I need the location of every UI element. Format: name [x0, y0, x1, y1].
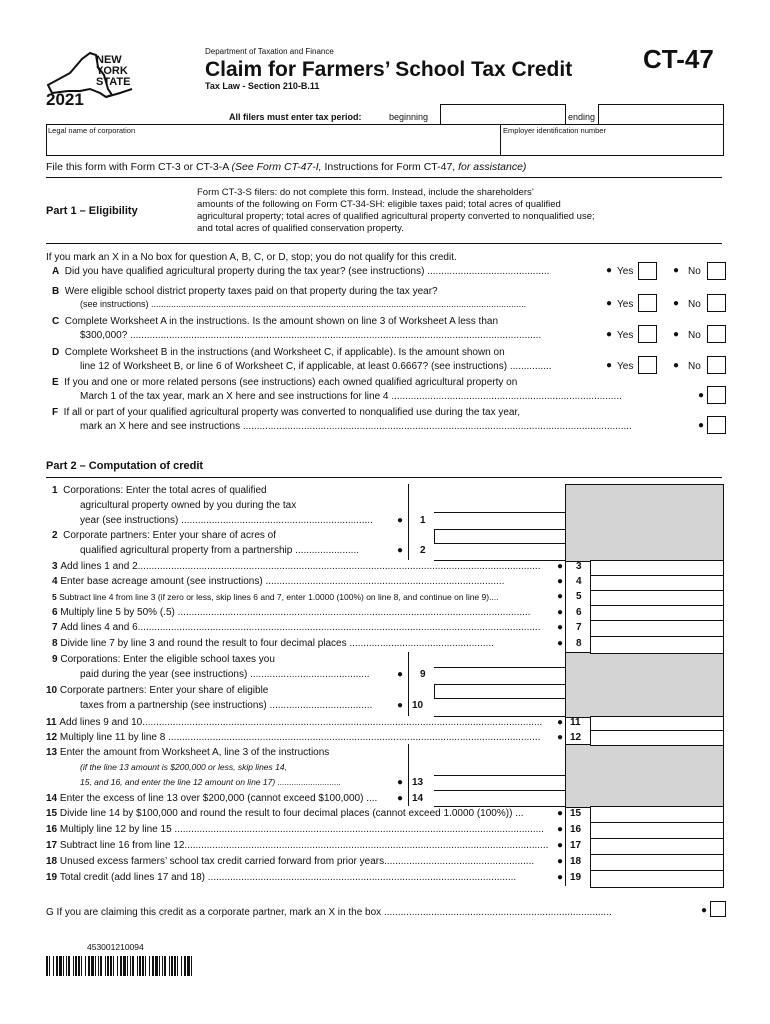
line-19-box-number: 19: [570, 872, 582, 883]
barcode-bar: [75, 956, 77, 976]
column-rule: [408, 484, 409, 560]
line-number: 5: [52, 592, 57, 602]
line-text: Corporations: Enter the eligible school taxes you: [60, 654, 275, 665]
line-text: Enter the excess of line 13 over $200,000 (cannot exceed $100,000) ....: [59, 793, 378, 804]
line-12-amount[interactable]: [590, 730, 724, 746]
bullet-icon: ●: [557, 638, 564, 649]
barcode-bar: [155, 956, 158, 976]
line-text: Subtract line 4 from line 3 (if zero or less, skip lines 6 and 7, enter 1.0000 (100%) on line 8, and continue on line 9)....: [59, 592, 499, 602]
line-2-box-number: 2: [420, 545, 426, 556]
line-text: Corporate partners: Enter your share of acres of: [63, 530, 277, 541]
divider: [46, 477, 722, 478]
question-c-cont: $300,000? ....................................................................................................................................................: [80, 330, 542, 341]
line-7: [52, 622, 557, 633]
form-number: CT-47: [643, 44, 714, 74]
question-d-cont: line 12 of Worksheet B, or line 6 of Worksheet C, if applicable, at least 0.6667? (see instructions) ...............: [80, 361, 552, 372]
bullet-icon: ●: [701, 905, 708, 916]
line-text: Corporations: Enter the total acres of qualified: [63, 485, 267, 496]
question-b-cont: (see instructions) ......................................................................................................................................................: [80, 299, 527, 309]
line-text: Multiply line 11 by line 8 ......................................................................................................................................: [59, 732, 541, 743]
barcode-bar: [181, 956, 182, 976]
part1-intro: If you mark an X in a No box for question A, B, C, or D, stop; you do not qualify for this credit.: [46, 252, 457, 263]
line-13-cont: (if the line 13 amount is $200,000 or less, skip lines 14,: [80, 762, 287, 772]
line-5-box-number: 5: [576, 591, 582, 602]
tax-law-section: Tax Law - Section 210-B.11: [205, 81, 320, 91]
line-text: Subtract line 16 from line 12...................................................................................................................................: [59, 840, 549, 851]
line-number: 1: [52, 485, 58, 496]
question-letter: F: [52, 407, 59, 418]
yes-checkbox-c[interactable]: [638, 325, 657, 343]
barcode-bar: [169, 956, 170, 976]
barcode-bar: [46, 956, 48, 976]
line-text: Enter base acreage amount (see instructions) ......................................................................................: [60, 576, 505, 587]
column-rule: [408, 744, 409, 806]
question-f: [52, 407, 520, 418]
no-checkbox-c[interactable]: [707, 325, 726, 343]
line-text: Total credit (add lines 17 and 18) ...............................................................................................................: [59, 872, 517, 883]
no-label: No: [688, 361, 701, 372]
barcode-bar: [120, 956, 122, 976]
line-15-box-number: 15: [570, 808, 582, 819]
state-line: NEW: [96, 54, 122, 66]
line-10: [46, 685, 268, 696]
line-16: [46, 824, 557, 835]
line-text: Corporate partners: Enter your share of eligible: [59, 685, 269, 696]
yes-checkbox-a[interactable]: [638, 262, 657, 280]
question-e-cont: March 1 of the tax year, mark an X here and see instructions for line 4 ...................................................................................: [80, 391, 622, 402]
tax-period-label: All filers must enter tax period:: [229, 112, 362, 122]
line-15: [46, 808, 557, 819]
question-text: Complete Worksheet A in the instructions. Is the amount shown on line 3 of Worksheet A less than: [64, 316, 498, 327]
file-with-ref: (See Form CT-47-I,: [231, 161, 325, 173]
bullet-icon: ●: [557, 622, 564, 633]
bullet-icon: ●: [397, 515, 404, 526]
line-19: [46, 872, 557, 883]
state-line: STATE: [96, 76, 131, 88]
line-5: [52, 592, 557, 602]
line-18-box-number: 18: [570, 856, 582, 867]
bullet-icon: ●: [397, 777, 404, 788]
bullet-icon: ●: [606, 360, 613, 371]
barcode-bar: [100, 956, 102, 976]
part1-title: Part 1 – Eligibility: [46, 205, 138, 217]
barcode-bar: [68, 956, 70, 976]
s-filers-line: Form CT-3-S filers: do not complete this form. Instead, include the shareholders’: [197, 187, 534, 198]
no-label: No: [688, 266, 701, 277]
checkbox-e[interactable]: [707, 386, 726, 404]
barcode-bar: [159, 956, 160, 976]
bullet-icon: ●: [673, 265, 680, 276]
line-text: Multiply line 5 by 50% (.5) ...............................................................................................................................: [60, 607, 531, 618]
file-with-line: [46, 161, 526, 173]
barcode-bar: [123, 956, 126, 976]
line-12-box-number: 12: [570, 732, 582, 743]
line-6-box-number: 6: [576, 607, 582, 618]
barcode-icon: [46, 956, 194, 976]
line-3: [52, 561, 557, 572]
question-d: [52, 347, 505, 358]
line-text: Unused excess farmers’ school tax credit carried forward from prior years......................................................: [59, 856, 535, 867]
line-text: Add lines 9 and 10................................................................................................................................................: [59, 717, 543, 728]
barcode-bar: [91, 956, 94, 976]
barcode-bar: [63, 956, 64, 976]
bullet-icon: ●: [606, 329, 613, 340]
yes-label: Yes: [617, 361, 634, 372]
question-b: [52, 286, 438, 297]
beginning-label: beginning: [389, 112, 429, 122]
line-number: 14: [46, 793, 58, 804]
yes-label: Yes: [617, 266, 634, 277]
line-text: Add lines 4 and 6.................................................................................................................................................: [60, 622, 541, 633]
barcode-bar: [117, 956, 118, 976]
line-number: 13: [46, 747, 58, 758]
line-7-box-number: 7: [576, 622, 582, 633]
question-e: [52, 377, 517, 388]
line-number: 2: [52, 530, 58, 541]
barcode-bar: [142, 956, 144, 976]
s-filers-note: [197, 187, 595, 235]
barcode-bar: [85, 956, 86, 976]
line-14: [46, 793, 398, 804]
line-9-cont: paid during the year (see instructions) ...........................................: [80, 669, 370, 680]
line-number: 6: [52, 607, 58, 618]
barcode-bar: [164, 956, 166, 976]
barcode-bar: [95, 956, 96, 976]
barcode-bar: [152, 956, 154, 976]
yes-checkbox-b[interactable]: [638, 294, 657, 312]
question-letter: E: [52, 377, 59, 388]
shaded-area-top: [565, 484, 724, 562]
question-letter: D: [52, 347, 60, 358]
bullet-icon: ●: [557, 717, 564, 728]
shaded-area-lower: [565, 744, 724, 808]
s-filers-line: and total acres of qualified conservation property.: [197, 223, 404, 234]
barcode-bar: [149, 956, 150, 976]
barcode-bar: [66, 956, 67, 976]
line-13: [46, 747, 329, 758]
line-number: 11: [46, 717, 57, 728]
ending-date-field[interactable]: [598, 104, 724, 126]
question-text: Complete Worksheet B in the instructions (and Worksheet C, if applicable). Is the amount shown on: [64, 347, 505, 358]
column-rule: [565, 716, 566, 744]
bullet-icon: ●: [606, 298, 613, 309]
bullet-icon: ●: [557, 561, 564, 572]
barcode-number: 453001210094: [87, 942, 144, 952]
column-rule: [565, 806, 566, 886]
barcode-bar: [132, 956, 134, 976]
line-1-cont: agricultural property owned by you during the tax: [80, 500, 297, 511]
line-8-box-number: 8: [576, 638, 582, 649]
line-number: 19: [46, 872, 58, 883]
barcode-bar: [191, 956, 192, 976]
yes-checkbox-d[interactable]: [638, 356, 657, 374]
barcode-bar: [107, 956, 109, 976]
barcode-bar: [177, 956, 178, 976]
line-9-amount[interactable]: [434, 667, 565, 685]
s-filers-line: amounts of the following on Form CT-34-SH: eligible taxes paid; total acres of qualified: [197, 199, 561, 210]
line-4: [52, 576, 557, 587]
divider: [46, 177, 722, 178]
tax-year: 2021: [46, 90, 84, 109]
bullet-icon: ●: [557, 808, 564, 819]
barcode-bar: [187, 956, 190, 976]
barcode-bar: [184, 956, 186, 976]
beginning-date-field[interactable]: [440, 104, 566, 126]
ending-label: ending: [568, 112, 596, 122]
line-14-amount[interactable]: [434, 790, 565, 807]
barcode-bar: [127, 956, 128, 976]
line-1-box-number: 1: [420, 515, 426, 526]
line-g: G If you are claiming this credit as a corporate partner, mark an X in the box ..................................................................................: [46, 907, 612, 918]
line-number: 3: [52, 561, 58, 572]
bullet-icon: ●: [557, 872, 564, 883]
barcode-bar: [174, 956, 176, 976]
bullet-icon: ●: [557, 591, 564, 602]
line-number: 8: [52, 638, 58, 649]
barcode-bar: [88, 956, 90, 976]
bullet-icon: ●: [698, 420, 705, 431]
bullet-icon: ●: [557, 607, 564, 618]
bullet-icon: ●: [557, 856, 564, 867]
column-rule: [408, 652, 409, 716]
line-9-box-number: 9: [420, 669, 426, 680]
bullet-icon: ●: [698, 390, 705, 401]
line-number: 10: [46, 685, 58, 696]
no-label: No: [688, 330, 701, 341]
line-number: 17: [46, 840, 58, 851]
line-2-amount[interactable]: [434, 543, 565, 561]
line-8-amount[interactable]: [590, 636, 724, 654]
bullet-icon: ●: [606, 265, 613, 276]
department-name: Department of Taxation and Finance: [205, 47, 334, 56]
barcode-bar: [56, 956, 58, 976]
line-18: [46, 856, 557, 867]
line-13-cont: 15, and 16, and enter the line 12 amount on line 17) ...........................: [80, 777, 342, 787]
no-checkbox-a[interactable]: [707, 262, 726, 280]
bullet-icon: ●: [673, 360, 680, 371]
checkbox-f[interactable]: [707, 416, 726, 434]
question-text: If all or part of your qualified agricultural property was converted to nonqualified use during the tax year,: [63, 407, 521, 418]
barcode-bar: [81, 956, 82, 976]
line-9: [52, 654, 275, 665]
checkbox-g[interactable]: [710, 901, 726, 917]
bullet-icon: ●: [397, 793, 404, 804]
line-10-box-number: 10: [412, 700, 424, 711]
no-checkbox-d[interactable]: [707, 356, 726, 374]
question-text: Did you have qualified agricultural property during the tax year? (see instructions) ............................................: [64, 266, 550, 277]
s-filers-line: agricultural property; total acres of qualified agricultural property converted to nonqualified use;: [197, 211, 595, 222]
line-11: [46, 717, 557, 728]
question-c: [52, 316, 498, 327]
state-line: YORK: [96, 65, 128, 77]
line-2: [52, 530, 276, 541]
question-text: Were eligible school district property taxes paid on that property during the tax year?: [64, 286, 438, 297]
line-6: [52, 607, 557, 618]
bullet-icon: ●: [673, 329, 680, 340]
bullet-icon: ●: [557, 576, 564, 587]
legal-name-label: Legal name of corporation: [48, 126, 136, 135]
line-17-box-number: 17: [570, 840, 582, 851]
line-10-amount[interactable]: [434, 698, 565, 717]
barcode-bar: [53, 956, 54, 976]
bullet-icon: ●: [397, 669, 404, 680]
line-8: [52, 638, 557, 649]
line-number: 16: [46, 824, 58, 835]
no-label: No: [688, 299, 701, 310]
yes-label: Yes: [617, 299, 634, 310]
bullet-icon: ●: [397, 545, 404, 556]
ein-label: Employer identification number: [503, 126, 606, 135]
barcode-bar: [73, 956, 74, 976]
shaded-area-mid: [565, 652, 724, 718]
line-text: Enter the amount from Worksheet A, line 3 of the instructions: [59, 747, 330, 758]
line-text: Divide line 7 by line 3 and round the result to four decimal places ....................................................: [60, 638, 494, 649]
question-letter: A: [52, 266, 60, 277]
divider: [46, 243, 722, 244]
barcode-bar: [145, 956, 146, 976]
line-number: 7: [52, 622, 58, 633]
line-2-cont: qualified agricultural property from a partnership .......................: [80, 545, 360, 556]
line-1-amount[interactable]: [434, 512, 565, 530]
question-letter: C: [52, 316, 60, 327]
yes-label: Yes: [617, 330, 634, 341]
barcode-bar: [98, 956, 99, 976]
barcode-bar: [171, 956, 173, 976]
question-a: [52, 266, 612, 277]
line-number: 9: [52, 654, 58, 665]
barcode-bar: [78, 956, 80, 976]
file-with-end: for assistance): [458, 161, 527, 173]
file-with-mid: Instructions for Form CT-47,: [324, 161, 459, 173]
line-13-box-number: 13: [412, 777, 424, 788]
barcode-bar: [113, 956, 114, 976]
barcode-bar: [139, 956, 141, 976]
line-11-box-number: 11: [570, 717, 581, 728]
line-number: 15: [46, 808, 58, 819]
part2-title: Part 2 – Computation of credit: [46, 460, 204, 472]
barcode-bar: [110, 956, 112, 976]
line-number: 4: [52, 576, 58, 587]
bullet-icon: ●: [673, 298, 680, 309]
line-12: [46, 732, 557, 743]
bullet-icon: ●: [557, 824, 564, 835]
question-f-cont: mark an X here and see instructions ............................................................................................................................................: [80, 421, 632, 432]
barcode-bar: [130, 956, 131, 976]
line-text: Add lines 1 and 2.................................................................................................................................................: [60, 561, 541, 572]
column-rule: [565, 560, 566, 652]
line-14-box-number: 14: [412, 793, 424, 804]
barcode-bar: [49, 956, 50, 976]
question-text: If you and one or more related persons (see instructions) each owned qualified agricultural property on: [64, 377, 518, 388]
barcode-bar: [137, 956, 138, 976]
file-with-text: File this form with Form CT-3 or CT-3-A: [46, 161, 232, 173]
line-1-cont: year (see instructions) .....................................................................: [80, 515, 373, 526]
bullet-icon: ●: [557, 840, 564, 851]
line-1: [52, 485, 267, 496]
line-17: [46, 840, 557, 851]
barcode-bar: [162, 956, 163, 976]
line-number: 18: [46, 856, 58, 867]
line-number: 12: [46, 732, 58, 743]
no-checkbox-b[interactable]: [707, 294, 726, 312]
barcode-bar: [59, 956, 62, 976]
question-letter: B: [52, 286, 60, 297]
line-text: Divide line 14 by $100,000 and round the result to four decimal places (cannot exceed 1.0000 (100%)) ...: [59, 808, 524, 819]
line-19-amount[interactable]: [590, 870, 724, 888]
line-3-box-number: 3: [576, 561, 582, 572]
form-title: Claim for Farmers’ School Tax Credit: [205, 58, 573, 81]
barcode: [46, 956, 194, 976]
line-text: Multiply line 12 by line 15 .....................................................................................................................................: [59, 824, 544, 835]
line-16-box-number: 16: [570, 824, 582, 835]
bullet-icon: ●: [557, 732, 564, 743]
line-10-cont: taxes from a partnership (see instructions) .....................................: [80, 700, 373, 711]
line-4-box-number: 4: [576, 576, 582, 587]
barcode-bar: [105, 956, 106, 976]
bullet-icon: ●: [397, 700, 404, 711]
